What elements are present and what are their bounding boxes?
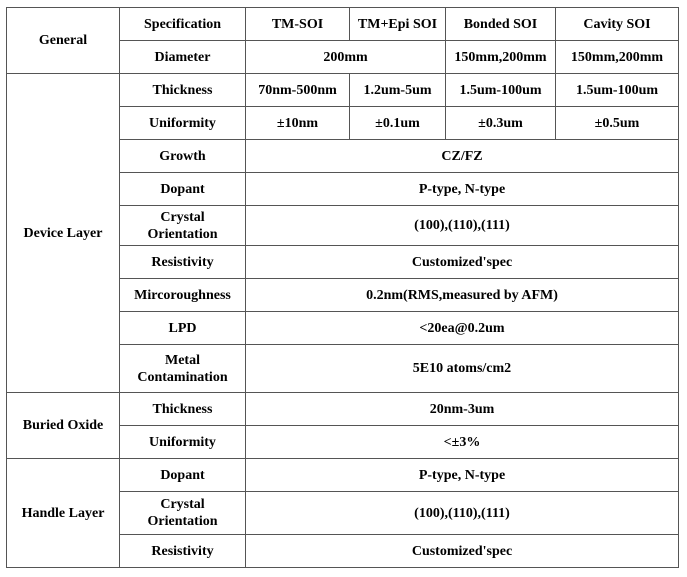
device-thickness-row — [7, 74, 679, 107]
device-crystal-value: (100),(110),(111) — [246, 206, 679, 246]
device-metal-label — [120, 345, 246, 393]
device-uniformity-cavity: ±0.5um — [556, 107, 679, 140]
device-dopant-label: Dopant — [120, 173, 246, 206]
box-thickness-label: Thickness — [120, 393, 246, 426]
group-device-layer: Device Layer — [7, 74, 120, 393]
device-crystal-label — [120, 206, 246, 246]
handle-crystal-value: (100),(110),(111) — [246, 492, 679, 535]
diameter-tm-value: 200mm — [246, 41, 446, 74]
device-lpd-label: LPD — [120, 312, 246, 345]
device-dopant-value: P-type, N-type — [246, 173, 679, 206]
device-metal-label-line1: Metal — [165, 352, 200, 368]
diameter-bonded-value: 150mm,200mm — [446, 41, 556, 74]
device-uniformity-tm: ±10nm — [246, 107, 350, 140]
box-thickness-row — [7, 393, 679, 426]
group-handle-layer: Handle Layer — [7, 459, 120, 568]
handle-crystal-label — [120, 492, 246, 535]
header-row — [7, 8, 679, 41]
device-resistivity-label: Resistivity — [120, 246, 246, 279]
diameter-label: Diameter — [120, 41, 246, 74]
soi-specification-table — [6, 7, 679, 568]
handle-crystal-label-line1: Crystal — [160, 497, 205, 512]
handle-dopant-label: Dopant — [120, 459, 246, 492]
device-metal-value: 5E10 atoms/cm2 — [246, 345, 679, 393]
group-general: General — [7, 8, 120, 74]
device-crystal-label-line2: Orientation — [147, 226, 218, 242]
box-uniformity-value: <±3% — [246, 426, 679, 459]
device-microroughness-label: Mircoroughness — [120, 279, 246, 312]
column-bonded-soi: Bonded SOI — [446, 8, 556, 41]
column-tm-epi-soi: TM+Epi SOI — [350, 8, 446, 41]
device-lpd-value: <20ea@0.2um — [246, 312, 679, 345]
handle-dopant-value: P-type, N-type — [246, 459, 679, 492]
device-uniformity-tm-epi: ±0.1um — [350, 107, 446, 140]
group-buried-oxide: Buried Oxide — [7, 393, 120, 459]
device-uniformity-bonded: ±0.3um — [446, 107, 556, 140]
box-thickness-value: 20nm-3um — [246, 393, 679, 426]
device-thickness-tm-epi: 1.2um-5um — [350, 74, 446, 107]
device-uniformity-label: Uniformity — [120, 107, 246, 140]
handle-resistivity-label: Resistivity — [120, 535, 246, 568]
device-thickness-bonded: 1.5um-100um — [446, 74, 556, 107]
column-cavity-soi: Cavity SOI — [556, 8, 679, 41]
diameter-cavity-value: 150mm,200mm — [556, 41, 679, 74]
device-resistivity-value: Customized'spec — [246, 246, 679, 279]
specification-header: Specification — [120, 8, 246, 41]
device-thickness-tm: 70nm-500nm — [246, 74, 350, 107]
device-metal-label-line2: Contamination — [137, 369, 228, 385]
device-crystal-label-line1: Crystal — [160, 209, 205, 225]
device-growth-label: Growth — [120, 140, 246, 173]
handle-crystal-label-line2: Orientation — [147, 514, 218, 529]
box-uniformity-label: Uniformity — [120, 426, 246, 459]
device-thickness-label: Thickness — [120, 74, 246, 107]
device-growth-value: CZ/FZ — [246, 140, 679, 173]
handle-resistivity-value: Customized'spec — [246, 535, 679, 568]
handle-dopant-row — [7, 459, 679, 492]
device-microroughness-value: 0.2nm(RMS,measured by AFM) — [246, 279, 679, 312]
device-thickness-cavity: 1.5um-100um — [556, 74, 679, 107]
column-tm-soi: TM-SOI — [246, 8, 350, 41]
